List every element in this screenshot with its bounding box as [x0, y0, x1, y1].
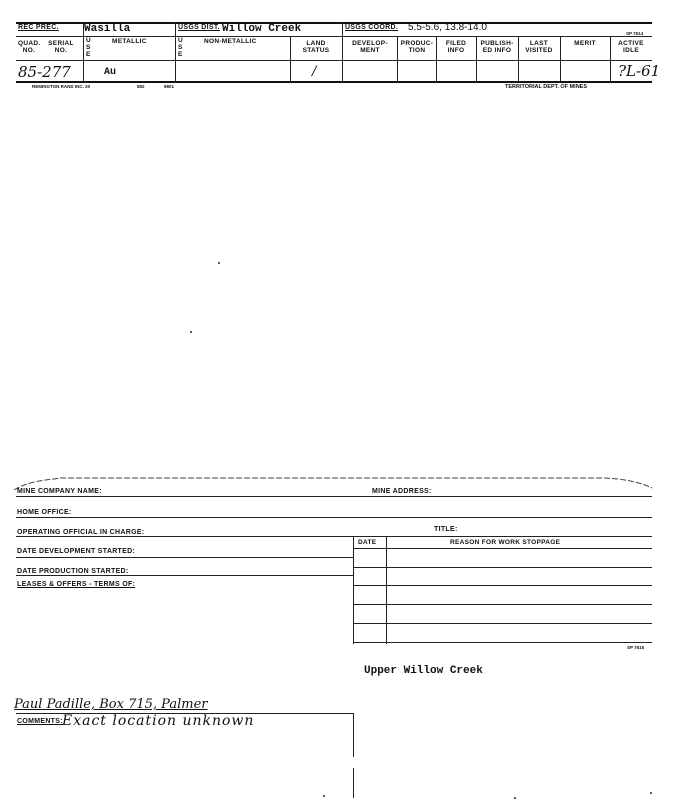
record-land-status: /	[312, 64, 317, 79]
comments-handwritten: Exact location unknown	[62, 713, 255, 729]
date-dev-started-label: DATE DEVELOPMENT STARTED:	[17, 548, 136, 555]
col-merit: MERIT	[574, 40, 596, 47]
col-production: PRODUC-TION	[400, 40, 434, 54]
line-official	[16, 536, 652, 537]
speck-2	[190, 331, 192, 333]
usgs-dist-label: USGS DIST.	[178, 24, 220, 31]
col-serial-no: SERIAL NO.	[48, 40, 74, 54]
col-active-idle: ACTIVE IDLE	[618, 40, 644, 54]
stoppage-row-3	[353, 604, 652, 605]
col-line-3	[290, 36, 291, 82]
form-number-bottom: SP 7615	[627, 645, 645, 650]
speck-1	[218, 262, 220, 264]
printer-line-code2: 9801	[164, 84, 175, 89]
usgs-dist-value: Willow Creek	[222, 23, 302, 35]
col-published-info: PUBLISH-ED INFO	[480, 40, 514, 54]
col-line-5	[397, 36, 398, 82]
stoppage-row-4	[353, 623, 652, 624]
stoppage-header-line	[353, 548, 652, 549]
form-number-top: SP 7614	[626, 31, 644, 36]
printer-line-left: REMINGTON RAND INC. 20	[32, 84, 91, 89]
stoppage-row-1	[353, 567, 652, 568]
col-use-s-2: S	[178, 44, 183, 51]
record-active-idle: ?L-61	[618, 62, 661, 80]
col-line-2	[175, 22, 176, 82]
header-row-bottom	[16, 60, 652, 61]
stoppage-table-left	[353, 536, 354, 644]
col-line-7	[476, 36, 477, 82]
col-line-4	[342, 22, 343, 82]
line-company	[16, 496, 652, 497]
line-dev-started	[16, 557, 353, 558]
usgs-coord-label: USGS COORD.	[345, 24, 399, 31]
col-use-u-2: U	[178, 37, 183, 44]
col-line-6	[436, 36, 437, 82]
line-home-office	[16, 517, 652, 518]
col-quad-no: QUAD. NO.	[18, 40, 41, 54]
record-metallic: Au	[104, 67, 117, 78]
line-prod-started	[16, 575, 353, 576]
col-last-visited: LAST VISITED	[525, 40, 553, 54]
title-label: TITLE:	[434, 526, 458, 533]
comments-right-border-2	[353, 768, 354, 798]
printer-line-code1: 882	[137, 84, 145, 89]
record-quad-serial: 85-277	[18, 63, 71, 81]
reason-col-header: REASON FOR WORK STOPPAGE	[450, 539, 561, 546]
printer-line-right: TERRITORIAL DEPT. OF MINES	[505, 84, 587, 90]
col-land-status: LAND STATUS	[302, 40, 330, 54]
usgs-coord-value: 5.5-5.6, 13.8-14.0	[408, 22, 487, 33]
stoppage-table-divider	[386, 536, 387, 644]
stoppage-row-5	[353, 642, 652, 643]
speck-5	[650, 792, 652, 794]
home-office-label: HOME OFFICE:	[17, 509, 72, 516]
col-line-9	[560, 36, 561, 82]
col-line-10	[610, 36, 611, 82]
speck-4	[514, 797, 516, 799]
operating-official-label: OPERATING OFFICIAL IN CHARGE:	[17, 529, 145, 536]
col-line-1	[83, 22, 84, 82]
col-use-e: E	[86, 51, 91, 58]
comments-label: COMMENTS:	[17, 718, 63, 725]
date-col-header: DATE	[358, 539, 377, 546]
stoppage-row-2	[353, 585, 652, 586]
col-use-s: S	[86, 44, 91, 51]
header-divider	[16, 36, 652, 37]
mine-address-label: MINE ADDRESS:	[372, 488, 432, 495]
col-filed-info: FILED INFO	[445, 40, 467, 54]
record-row-bottom	[16, 81, 652, 83]
leases-label: LEASES & OFFERS - TERMS OF:	[17, 581, 136, 588]
speck-3	[323, 795, 325, 797]
col-use-e-2: E	[178, 51, 183, 58]
col-line-8	[518, 36, 519, 82]
date-prod-started-label: DATE PRODUCTION STARTED:	[17, 568, 129, 575]
mine-company-name-label: MINE COMPANY NAME:	[17, 488, 102, 495]
owner-handwritten: Paul Padille, Box 715, Palmer	[14, 697, 208, 712]
rec-prec-label: REC PREC.	[18, 24, 59, 31]
comments-right-border	[353, 713, 354, 757]
rec-prec-value: Wasilla	[84, 23, 131, 35]
col-metallic: METALLIC	[112, 38, 147, 45]
col-development: DEVELOP-MENT	[352, 40, 388, 54]
col-non-metallic: NON-METALLIC	[204, 38, 257, 45]
col-use-u: U	[86, 37, 91, 44]
location-name: Upper Willow Creek	[364, 665, 483, 677]
